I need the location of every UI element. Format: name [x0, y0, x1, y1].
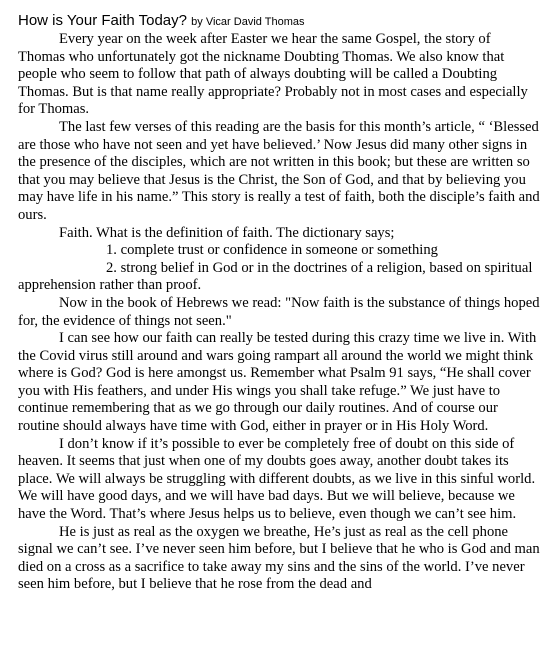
article-byline: by Vicar David Thomas — [191, 16, 305, 28]
paragraph-covid: I can see how our faith can really be tested during this crazy time we live in. With the Covid virus still around and wars going rampart all around the world we might think where is God? God is here amongst us. Remember what Psalm 91 says, “He shall cover you with His feathers, and under His wings you shall take refuge.” We just have to continue remembering that as we go through our daily routines. And of course our routine should always have time with God, either in prayer or in His Holy Word. — [18, 330, 537, 435]
paragraph-intro: Every year on the week after Easter we hear the same Gospel, the story of Thomas who unfortunately got the nickname Doubting Thomas. We also know that people who seem to follow that path of always doubting will be called a Doubting Thomas. But is that name really appropriate? Probably not in most cases and especially for Thomas. — [18, 31, 528, 118]
paragraph-faith-definition: Faith. What is the definition of faith. The dictionary says; — [59, 224, 395, 241]
definition-item-text: 2. strong belief in God or in the doctrines of a religion, based on spiritual apprehension rather than proof. — [18, 259, 533, 294]
paragraph-scripture: The last few verses of this reading are the basis for this month’s article, “ ‘Blessed are those who have not seen and yet have believed.’ Now Jesus did many other signs in the presence of the disciples, which are not written in this book; but these are written so that you may believe that Jesus is the Christ, the Son of God, and that by believing you may have life in his name.” This story is really a test of faith, both the disciple’s faith and ours. — [18, 118, 540, 223]
article-body — [18, 31, 540, 594]
definition-item — [18, 260, 540, 295]
paragraph-hebrews: Now in the book of Hebrews we read: "Now faith is the substance of things hoped for, the evidence of things not seen." — [18, 294, 540, 329]
definition-item: 1. complete trust or confidence in someone or something — [106, 242, 438, 259]
paragraph-belief: He is just as real as the oxygen we breathe, He’s just as real as the cell phone signal we can’t see. I’ve never seen him before, but I believe that he who is God and man died on a cross as a sacrifice to take away my sins and the sins of the world. I’ve never seen him before, but I believe that he rose from the dead and — [18, 523, 540, 593]
article-title: How is Your Faith Today? — [18, 12, 187, 29]
paragraph-doubt: I don’t know if it’s possible to ever be completely free of doubt on this side of heaven. It seems that just when one of my doubts goes away, another doubt takes its place. We will always be struggling with different doubts, as we live in this sinful world. We will have good days, and we will have bad days. But we will believe, because we have the Word. That’s where Jesus helps us to believe, even though we can’t see him. — [18, 435, 536, 523]
article-heading — [18, 12, 540, 31]
